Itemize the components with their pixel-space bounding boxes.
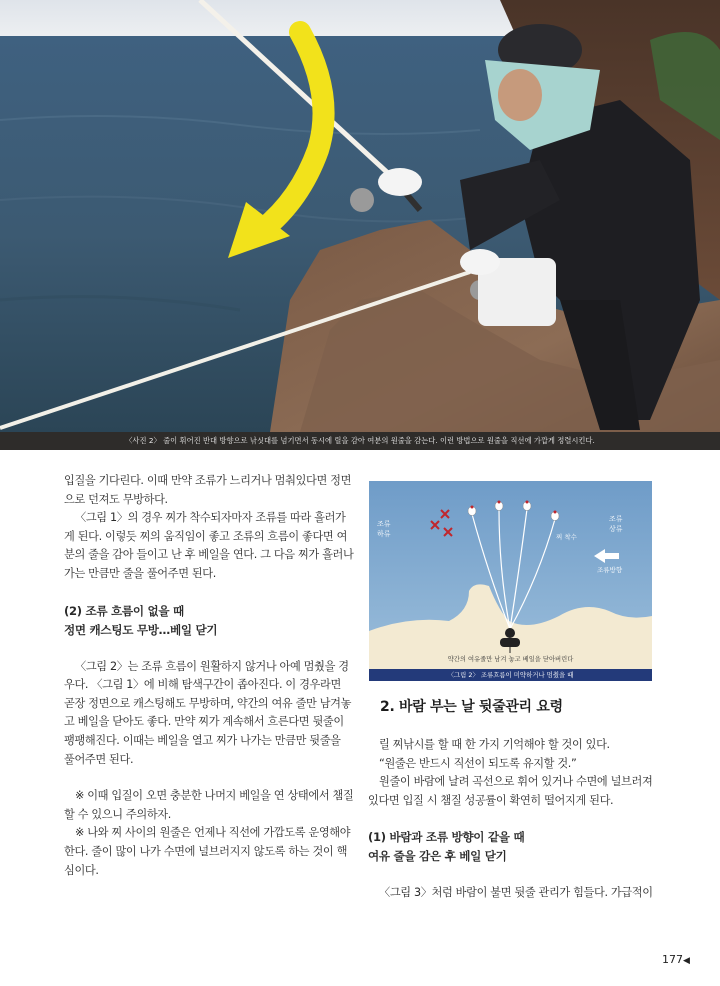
page-marker-icon: ◀: [683, 956, 690, 966]
photo-caption: 〈사진 2〉 줄이 휘어진 반대 방향으로 낚싯대를 넘기면서 동시에 릴을 감아 여분의 원줄을 감는다. 이런 방법으로 원줄을 직선에 가깝게 정렬시킨다.: [0, 432, 720, 450]
subheading: 여유 줄을 감은 후 베일 닫기: [368, 849, 507, 864]
figure-2-illustration: [369, 481, 652, 681]
note: ※ 나와 찌 사이의 원줄은 언제나 직선에 가깝도록 운영해야 한다. 줄이 많이 나가 수면에 널브러지지 않도록 하는 것이 핵심이다.: [64, 826, 351, 877]
page-number: [662, 953, 690, 966]
paragraph: 릴 찌낚시를 할 때 한 가지 기억해야 할 것이 있다.: [379, 738, 610, 751]
diagram-bottom-note: 약간의 여유줄만 남겨 놓고 베일을 닫아버린다: [447, 656, 574, 663]
fishing-photo-illustration: [0, 0, 720, 432]
right-column: [368, 736, 656, 903]
subheading: 정면 캐스팅도 무방…베일 닫기: [64, 622, 218, 637]
subheading: (2) 조류 흐름이 없을 때: [64, 603, 184, 618]
paragraph: 원줄이 바람에 날려 곡선으로 휘어 있거나 수면에 널브러져 있다면 입질 시 챔질 성공률이 확연히 떨어지게 된다.: [368, 775, 653, 807]
paragraph: 〈그림 3〉처럼 바람이 불면 뒷줄 관리가 힘들다. 가급적이: [379, 886, 653, 900]
left-column: [64, 472, 354, 880]
figure-2-caption: 〈그림 2〉 조류흐름이 미약하거나 멈췄을 때: [369, 669, 652, 681]
note: ※ 이때 입질이 오면 충분한 나머지 베일을 연 상태에서 챔질 할 수 있으니 주의하자.: [64, 789, 354, 821]
section-heading: 2. 바람 부는 날 뒷줄관리 요령: [380, 699, 563, 715]
subheading: (1) 바람과 조류 방향이 같을 때: [368, 830, 525, 845]
diagram-label-upstream: 조류 상류: [609, 515, 623, 533]
fishing-photo: [0, 0, 720, 432]
diagram-label-flow: 조류방향: [597, 566, 623, 574]
paragraph: 입질을 기다린다. 이때 만약 조류가 느리거나 멈춰있다면 정면으로 던져도 무방하다.: [64, 474, 352, 506]
paragraph: 〈그림 2〉는 조류 흐름이 원활하지 않거나 아예 멈췄을 경우다. 〈그림 1〉에 비해 탐색구간이 좁아진다. 이 경우라면 곧장 정면으로 캐스팅해도 무방하며, 약간의 여유 줄만 남겨놓고 베일을 닫아도 좋다. 만약 찌가 계속해서 흐른다면 뒷줄이 팽팽해진다. 이때는 베일을 열고 찌가 나가는 만큼만 뒷줄을 풀어주면 된다.: [64, 659, 352, 766]
page-number-value: 177: [662, 953, 683, 966]
paragraph: 〈그림 1〉의 경우 찌가 착수되자마자 조류를 따라 흘러가게 된다. 이렇듯 찌의 움직임이 좋고 조류의 흐름이 좋다면 여분의 줄을 감아 들이고 난 후 베일을 연다. 그 다음 찌가 흘러나가는 만큼만 줄을 풀어주면 된다.: [64, 511, 354, 580]
diagram-label-downstream: 조류 하류: [377, 520, 391, 538]
paragraph: “원줄은 반드시 직선이 되도록 유지할 것.”: [379, 756, 577, 770]
diagram-label-float: 찌 착수: [556, 533, 577, 541]
figure-2-diagram: [369, 481, 652, 681]
